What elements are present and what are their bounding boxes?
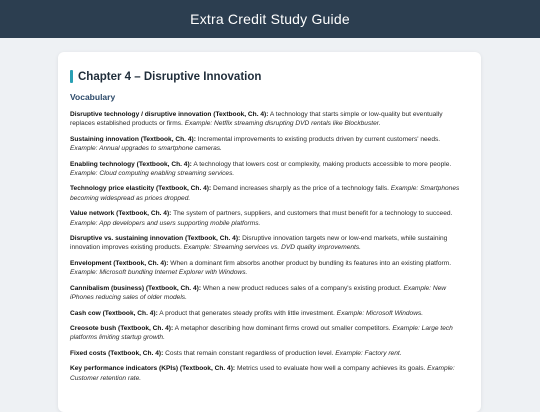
vocab-example: Example: Cloud computing enabling streaming services. bbox=[70, 170, 235, 178]
vocab-entry bbox=[70, 184, 469, 203]
vocab-definition: Metrics used to evaluate how well a company achieves its goals. bbox=[235, 365, 428, 373]
vocab-term: Cannibalism (business) (Textbook, Ch. 4): bbox=[70, 284, 202, 292]
vocab-definition: The system of partners, suppliers, and customers that must benefit for a technology to succeed. bbox=[171, 210, 453, 218]
vocab-example: Example: Large tech platforms limiting startup growth. bbox=[70, 324, 453, 342]
vocab-definition: When a dominant firm absorbs another product by bundling its features into an existing platform. bbox=[168, 259, 452, 267]
vocab-term: Creosote bush (Textbook, Ch. 4): bbox=[70, 324, 174, 332]
vocab-entry bbox=[70, 110, 469, 129]
vocab-entry bbox=[70, 284, 469, 303]
chapter-title: Chapter 4 – Disruptive Innovation bbox=[78, 70, 262, 83]
page-title: Extra Credit Study Guide bbox=[190, 11, 350, 27]
vocab-entry bbox=[70, 209, 469, 228]
vocab-definition: A technology that starts simple or low-quality but eventually replaces established products or firms. bbox=[70, 111, 443, 128]
vocab-term: Envelopment (Textbook, Ch. 4): bbox=[70, 259, 169, 267]
vocab-entry bbox=[70, 324, 469, 343]
vocab-entry bbox=[70, 135, 469, 154]
vocab-definition: A product that generates steady profits with little investment. bbox=[157, 309, 337, 317]
vocab-definition: Demand increases sharply as the price of a technology falls. bbox=[211, 185, 391, 193]
vocab-definition: Incremental improvements to existing products driven by current customers' needs. bbox=[195, 135, 441, 143]
vocab-example: Example: Streaming services vs. DVD quality improvements. bbox=[183, 244, 361, 252]
vocab-term: Cash cow (Textbook, Ch. 4): bbox=[70, 309, 158, 317]
vocab-entry bbox=[70, 364, 469, 383]
vocab-term: Enabling technology (Textbook, Ch. 4): bbox=[70, 160, 192, 168]
page-header bbox=[0, 0, 540, 38]
vocabulary-list bbox=[70, 110, 469, 383]
vocab-entry bbox=[70, 160, 469, 179]
vocab-example: Example: Customer retention rate. bbox=[70, 365, 455, 382]
study-guide-card bbox=[58, 52, 481, 412]
vocab-term: Key performance indicators (KPIs) (Textbook, Ch. 4): bbox=[70, 365, 236, 373]
vocab-entry bbox=[70, 309, 469, 318]
vocab-example: Example: Annual upgrades to smartphone cameras. bbox=[70, 145, 222, 153]
vocab-entry bbox=[70, 234, 469, 253]
vocab-example: Example: Microsoft Windows. bbox=[336, 309, 424, 317]
vocab-example: Example: New iPhones reducing sales of older models. bbox=[70, 284, 447, 302]
vocab-term: Fixed costs (Textbook, Ch. 4): bbox=[70, 349, 164, 357]
vocab-example: Example: Factory rent. bbox=[335, 349, 402, 357]
vocab-example: Example: Microsoft bundling Internet Explorer with Windows. bbox=[70, 269, 248, 277]
vocab-definition: A technology that lowers cost or complexity, making products accessible to more people. bbox=[191, 160, 452, 168]
vocab-term: Disruptive vs. sustaining innovation (Textbook, Ch. 4): bbox=[70, 235, 241, 243]
section-heading-vocabulary: Vocabulary bbox=[70, 92, 116, 102]
vocab-term: Technology price elasticity (Textbook, Ch. 4): bbox=[70, 185, 212, 193]
vocab-definition: A metaphor describing how dominant firms crowd out smaller competitors. bbox=[173, 324, 393, 332]
chapter-heading bbox=[70, 70, 469, 83]
accent-bar bbox=[70, 70, 73, 83]
vocab-term: Value network (Textbook, Ch. 4): bbox=[70, 210, 172, 218]
vocab-example: Example: App developers and users supporting mobile platforms. bbox=[70, 219, 261, 227]
vocab-definition: Costs that remain constant regardless of production level. bbox=[163, 349, 336, 357]
vocab-term: Disruptive technology / disruptive innovation (Textbook, Ch. 4): bbox=[70, 111, 269, 118]
vocab-entry bbox=[70, 349, 469, 358]
vocab-term: Sustaining innovation (Textbook, Ch. 4): bbox=[70, 135, 196, 143]
vocab-example: Example: Netflix streaming disrupting DVD rentals like Blockbuster. bbox=[184, 120, 381, 128]
vocab-entry bbox=[70, 259, 469, 278]
vocab-definition: Disruptive innovation targets new or low-end markets, while sustaining innovation improves existing products. bbox=[70, 235, 448, 252]
vocab-example: Example: Smartphones becoming widespread as prices dropped. bbox=[70, 185, 460, 202]
vocab-definition: When a new product reduces sales of a company's existing product. bbox=[201, 284, 404, 292]
